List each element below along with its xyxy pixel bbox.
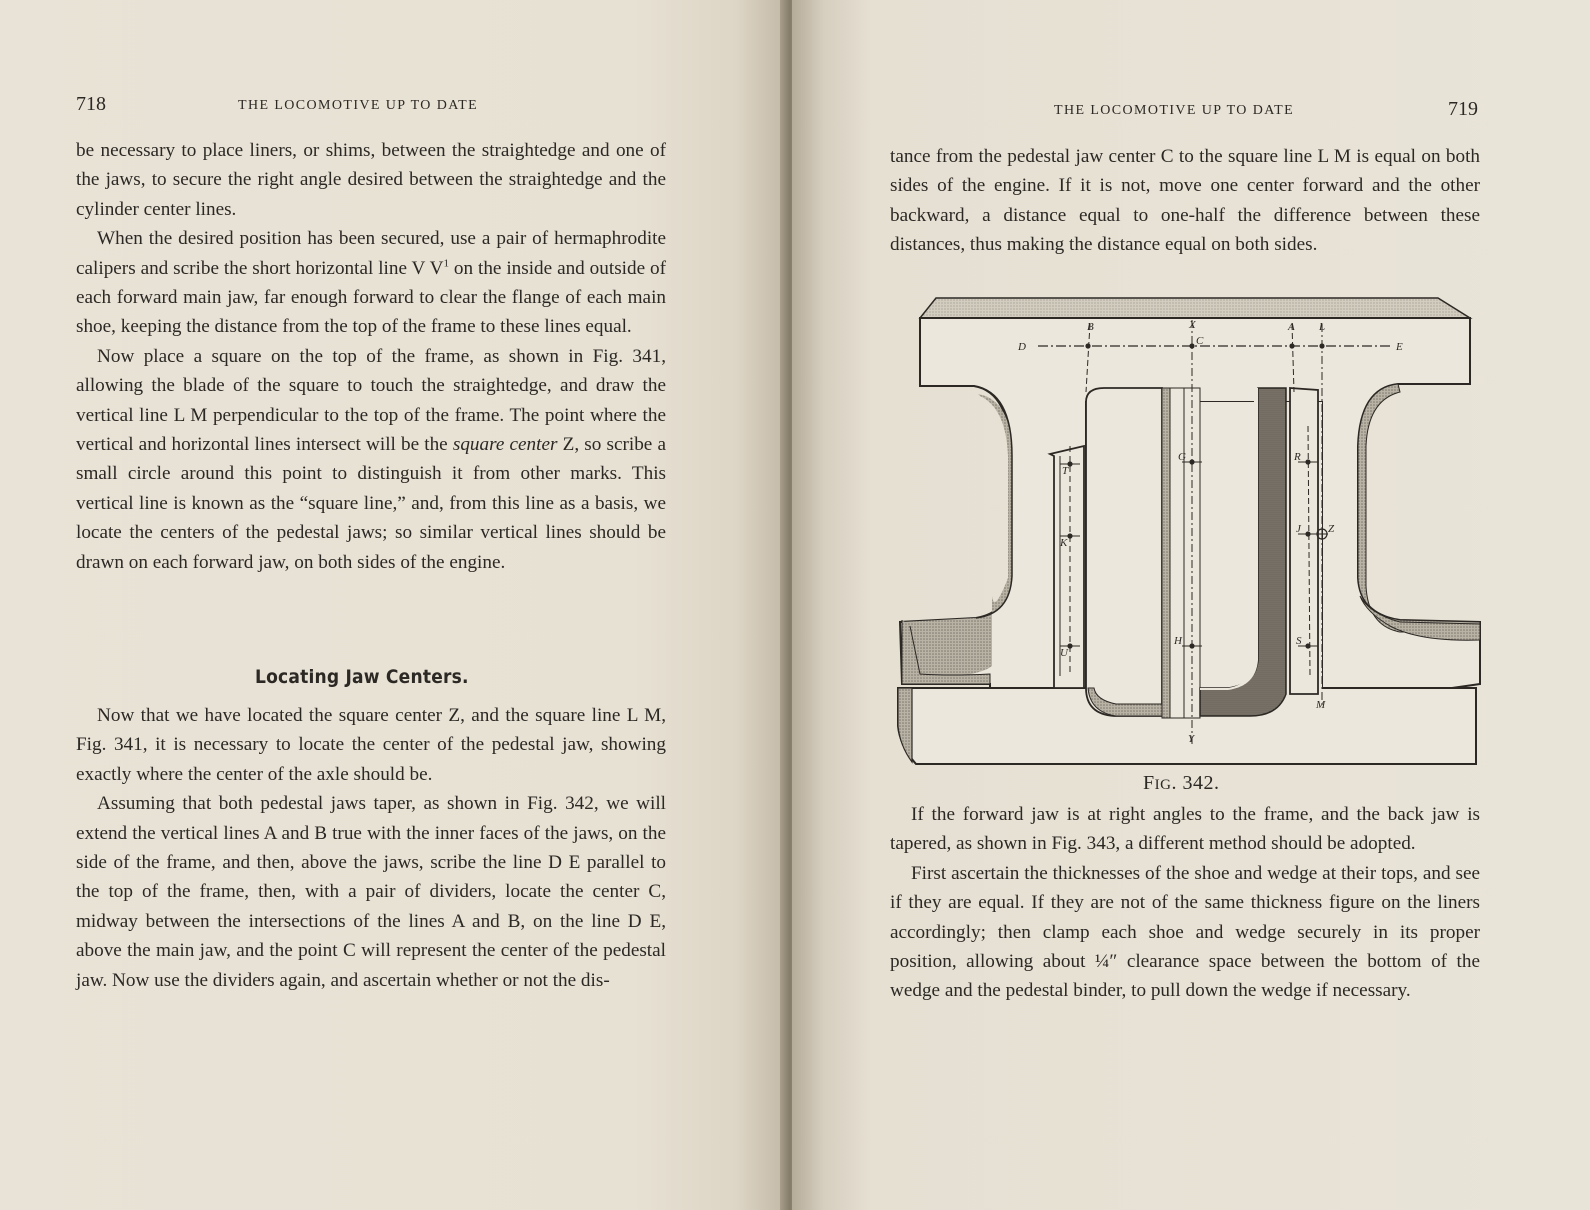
- label-d: D: [1018, 341, 1026, 353]
- right-page: [792, 0, 1590, 1210]
- right-page-number: 719: [1448, 98, 1478, 120]
- label-h: H: [1174, 635, 1182, 647]
- paragraph: tance from the pedestal jaw center C to the square line L M is equal on both sides of the engine. If it is not, move one center forward and the other backward, a distance equal to one-half the difference between these distances, thus making the distance equal on both sides.: [890, 146, 1480, 256]
- label-c: C: [1196, 335, 1204, 347]
- left-page: [0, 0, 792, 1210]
- left-running-head: THE LOCOMOTIVE UP TO DATE: [238, 98, 479, 113]
- label-t: T: [1062, 465, 1069, 477]
- label-y: Y: [1188, 733, 1195, 745]
- label-g: G: [1178, 451, 1186, 463]
- label-l: L: [1319, 321, 1326, 333]
- label-e: E: [1396, 341, 1403, 353]
- figure-342: [890, 296, 1502, 776]
- right-leg-shading: [1358, 384, 1480, 632]
- paragraph: Assuming that both pedestal jaws taper, as shown in Fig. 342, we will extend the vertical lines A and B true with the inner faces of the jaws, on the side of the frame, and then, above the jaws, scribe the line D E parallel to the top of the frame, then, with a pair of dividers, locate the center C, midway between the intersections of the lines A and B, on the line D E, above the main jaw, and the point C will represent the center of the pedestal jaw. Now use the dividers again, and ascertain whether or not the dis-: [76, 793, 666, 991]
- label-s: S: [1296, 635, 1302, 647]
- right-running-head: THE LOCOMOTIVE UP TO DATE: [1054, 103, 1295, 118]
- main-jaw: [1086, 388, 1162, 716]
- label-b: B: [1087, 321, 1094, 333]
- label-a: A: [1288, 321, 1295, 333]
- paragraph: If the forward jaw is at right angles to the frame, and the back jaw is tapered, as shown in Fig. 343, a different method should be adopted.: [890, 804, 1480, 855]
- right-wedge: [1290, 388, 1318, 694]
- frame-top-rail: [920, 298, 1470, 318]
- left-body-text: [76, 136, 666, 577]
- paragraph: be necessary to place liners, or shims, between the straightedge and one of the jaws, to secure the right angle desired between the straightedge and the cylinder center lines.: [76, 140, 666, 220]
- section-heading: Locating Jaw Centers.: [255, 666, 469, 688]
- figure-caption: FIG. 342.: [1143, 772, 1220, 794]
- label-j: J: [1296, 523, 1301, 535]
- paragraph: First ascertain the thicknesses of the shoe and wedge at their tops, and see if they are equal. If they are not of the same thickness figure on the liners accordingly; then clamp each shoe and wedge securely in its proper position, allowing about ¼″ clearance space between the bottom of the wedge and the pedestal binder, to pull down the wedge if necessary.: [890, 862, 1480, 1002]
- left-body-text-2: [76, 701, 666, 995]
- label-z: Z: [1328, 523, 1335, 535]
- left-page-number: 718: [76, 93, 106, 115]
- label-r: R: [1294, 451, 1301, 463]
- paragraph: Now place a square on the top of the frame, as shown in Fig. 341, allowing the blade of the square to touch the straightedge, and draw the vertical line L M perpendicular to the top of the frame. The point where the vertical and horizontal lines intersect will be the square center Z, so scribe a small circle around this point to distinguish it from other marks. This vertical line is known as the “square line,” and, from this line as a basis, we locate the centers of the pedestal jaws; so similar vertical lines should be drawn on each forward jaw, on both sides of the engine.: [76, 345, 666, 573]
- label-m: M: [1316, 699, 1326, 711]
- label-u: U: [1060, 647, 1068, 659]
- paragraph: Now that we have located the square center Z, and the square line L M, Fig. 341, it is necessary to locate the center of the pedestal jaw, showing exactly where the center of the axle should be.: [76, 705, 666, 785]
- right-body-text: [890, 142, 1480, 260]
- right-body-text-2: [890, 800, 1480, 1006]
- label-x: X: [1189, 319, 1196, 331]
- label-k: K: [1060, 537, 1068, 549]
- paragraph: When the desired position has been secured, use a pair of hermaphrodite calipers and scribe the short horizontal line V $V^1$ on the inside and outside of each forward main jaw, far enough forward to clear the flange of each main shoe, keeping the distance from the top of the frame to these lines equal.: [76, 228, 666, 338]
